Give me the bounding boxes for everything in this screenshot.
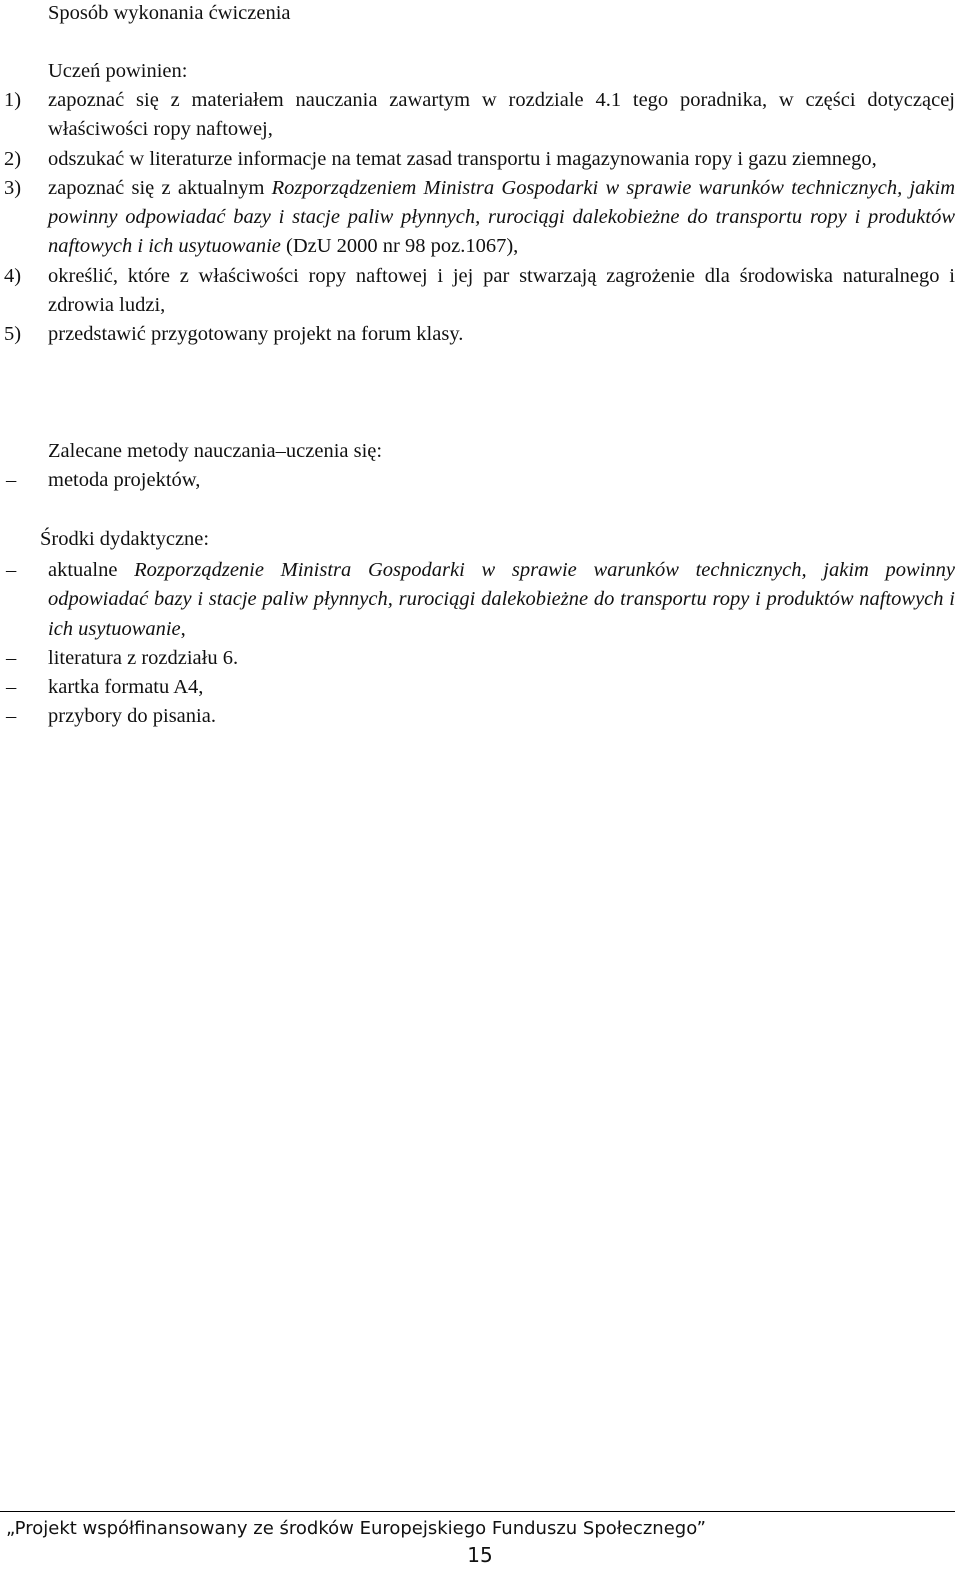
list-marker: 4) bbox=[4, 264, 22, 287]
text-plain: , bbox=[180, 617, 186, 640]
list-item bbox=[0, 466, 955, 495]
methods-list bbox=[0, 466, 955, 495]
list-marker: 3) bbox=[4, 176, 22, 199]
list-item-text: określić, które z właściwości ropy naftowej i jej par stwarzają zagrożenie dla środowiska naturalnego i zdrowia ludzi, bbox=[48, 264, 955, 317]
list-item bbox=[0, 86, 955, 145]
list-item bbox=[0, 262, 955, 321]
list-item bbox=[0, 644, 955, 673]
dash-marker: – bbox=[6, 646, 17, 669]
student-section-title: Uczeń powinien: bbox=[48, 60, 188, 82]
list-item bbox=[0, 702, 955, 731]
regulation-title: Rozporządzeniem Ministra Gospodarki w sprawie warunków technicznych, jakim powinny odpowiadać bazy i stacje paliw płynnych, rurociągi dalekobieżne do transportu ropy i produktów naftowych i ich usytuowanie bbox=[48, 176, 956, 258]
list-item-text bbox=[48, 556, 955, 644]
text-plain: (DzU 2000 nr 98 poz.1067), bbox=[280, 235, 519, 258]
dash-marker: – bbox=[6, 559, 17, 581]
dash-marker: – bbox=[6, 469, 17, 491]
list-marker: 2) bbox=[4, 147, 22, 170]
list-item-text: przybory do pisania. bbox=[48, 705, 216, 728]
list-item-text: metoda projektów, bbox=[48, 469, 201, 491]
text-plain: zapoznać się z aktualnym bbox=[48, 176, 272, 199]
footer-text: „Projekt współfinansowany ze środków Europejskiego Funduszu Społecznego” bbox=[6, 1518, 706, 1539]
aids-list bbox=[0, 556, 955, 732]
list-item-text: odszukać w literaturze informacje na temat zasad transportu i magazynowania ropy i gazu ziemnego, bbox=[48, 147, 877, 170]
regulation-title: Rozporządzenie Ministra Gospodarki w sprawie warunków technicznych, jakim powinny odpowiadać bazy i stacje paliw płynnych, rurociągi dalekobieżne do transportu ropy i produktów naftowych i ich usytuowanie bbox=[48, 559, 955, 640]
list-item bbox=[0, 145, 955, 174]
list-item-text: literatura z rozdziału 6. bbox=[48, 646, 239, 669]
list-item-text: kartka formatu A4, bbox=[48, 676, 204, 699]
page-heading: Sposób wykonania ćwiczenia bbox=[48, 2, 291, 24]
list-item bbox=[0, 174, 955, 262]
footer-divider bbox=[0, 1511, 955, 1512]
list-item-text: przedstawić przygotowany projekt na forum klasy. bbox=[48, 323, 464, 346]
list-item-text: zapoznać się z materiałem nauczania zawartym w rozdziale 4.1 tego poradnika, w części dotyczącej właściwości ropy naftowej, bbox=[48, 89, 955, 141]
page-number: 15 bbox=[467, 1543, 493, 1567]
methods-section-title: Zalecane metody nauczania–uczenia się: bbox=[48, 440, 383, 462]
dash-marker: – bbox=[6, 705, 17, 728]
list-item bbox=[0, 673, 955, 702]
list-item bbox=[0, 556, 955, 644]
list-marker: 1) bbox=[4, 89, 22, 111]
text-plain: aktualne bbox=[48, 559, 135, 581]
list-item-text bbox=[48, 174, 955, 262]
aids-section-title: Środki dydaktyczne: bbox=[40, 528, 210, 550]
student-task-list bbox=[0, 86, 955, 350]
list-item bbox=[0, 320, 955, 349]
dash-marker: – bbox=[6, 676, 17, 699]
list-marker: 5) bbox=[4, 323, 22, 346]
